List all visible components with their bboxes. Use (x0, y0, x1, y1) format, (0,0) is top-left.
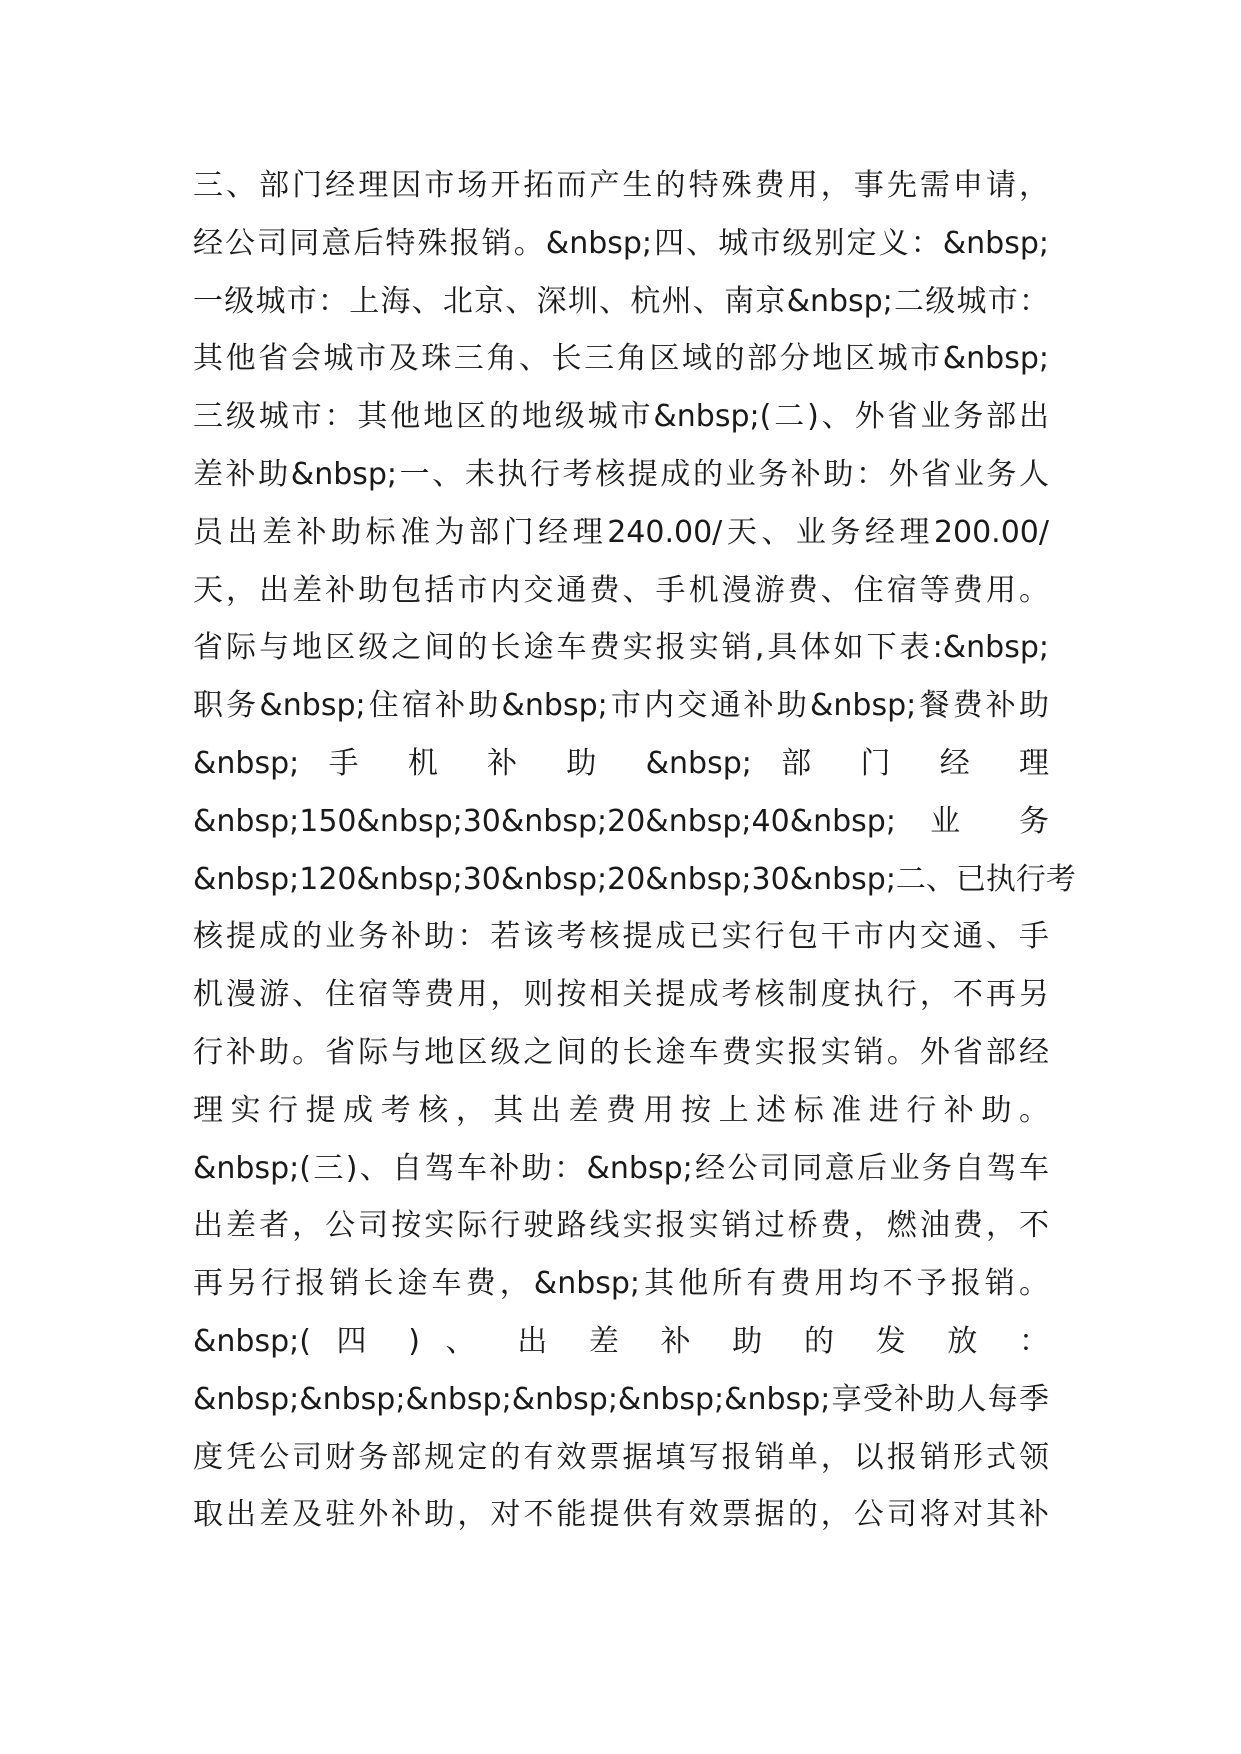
text-line: 取出差及驻外补助，对不能提供有效票据的，公司将对其补 (193, 1497, 1049, 1533)
text-line: 出差者，公司按实际行驶路线实报实销过桥费，燃油费，不 (193, 1208, 1049, 1244)
text-line: 一级城市：上海、北京、深圳、杭州、南京&nbsp;二级城市： (193, 283, 1049, 319)
text-line: 核提成的业务补助：若该考核提成已实行包干市内交通、手 (193, 919, 1049, 955)
text-line: 经公司同意后特殊报销。&nbsp;四、城市级别定义：&nbsp; (193, 225, 1049, 261)
text-line: 三、部门经理因市场开拓而产生的特殊费用，事先需申请， (193, 168, 1049, 203)
text-line: 度凭公司财务部规定的有效票据填写报销单，以报销形式领 (193, 1439, 1049, 1475)
text-line: &nbsp;( 四 ) 、 出 差 补 助 的 发 放 ： (193, 1323, 1049, 1359)
text-line: 员出差补助标准为部门经理240.00/天、业务经理200.00/ (193, 514, 1049, 550)
document-body (193, 157, 1076, 1544)
text-line: &nbsp; 手 机 补 助 &nbsp; 部 门 经 理 (193, 745, 1049, 781)
text-line: &nbsp;120&nbsp;30&nbsp;20&nbsp;30&nbsp;二、已执行考 (193, 861, 1076, 897)
text-line: 天，出差补助包括市内交通费、手机漫游费、住宿等费用。 (193, 572, 1049, 608)
text-line: 差补助&nbsp;一、未执行考核提成的业务补助：外省业务人 (193, 456, 1049, 492)
text-line: 再另行报销长途车费，&nbsp;其他所有费用均不予报销。 (193, 1266, 1049, 1302)
text-line: &nbsp;&nbsp;&nbsp;&nbsp;&nbsp;&nbsp;享受补助人每季 (193, 1381, 1049, 1417)
text-line: &nbsp;(三)、自驾车补助：&nbsp;经公司同意后业务自驾车 (193, 1150, 1049, 1186)
text-line: 职务&nbsp;住宿补助&nbsp;市内交通补助&nbsp;餐费补助 (193, 688, 1049, 724)
text-line: 行补助。省际与地区级之间的长途车费实报实销。外省部经 (193, 1034, 1049, 1070)
text-line: 省际与地区级之间的长途车费实报实销,具体如下表:&nbsp; (193, 630, 1049, 666)
text-line: &nbsp;150&nbsp;30&nbsp;20&nbsp;40&nbsp; 业 务 (193, 803, 1049, 839)
text-line: 机漫游、住宿等费用，则按相关提成考核制度执行，不再另 (193, 977, 1049, 1013)
text-line: 理实行提成考核，其出差费用按上述标准进行补助。 (193, 1092, 1049, 1128)
text-line: 其他省会城市及珠三角、长三角区域的部分地区城市&nbsp; (193, 341, 1049, 377)
text-line: 三级城市：其他地区的地级城市&nbsp;(二)、外省业务部出 (193, 399, 1049, 435)
